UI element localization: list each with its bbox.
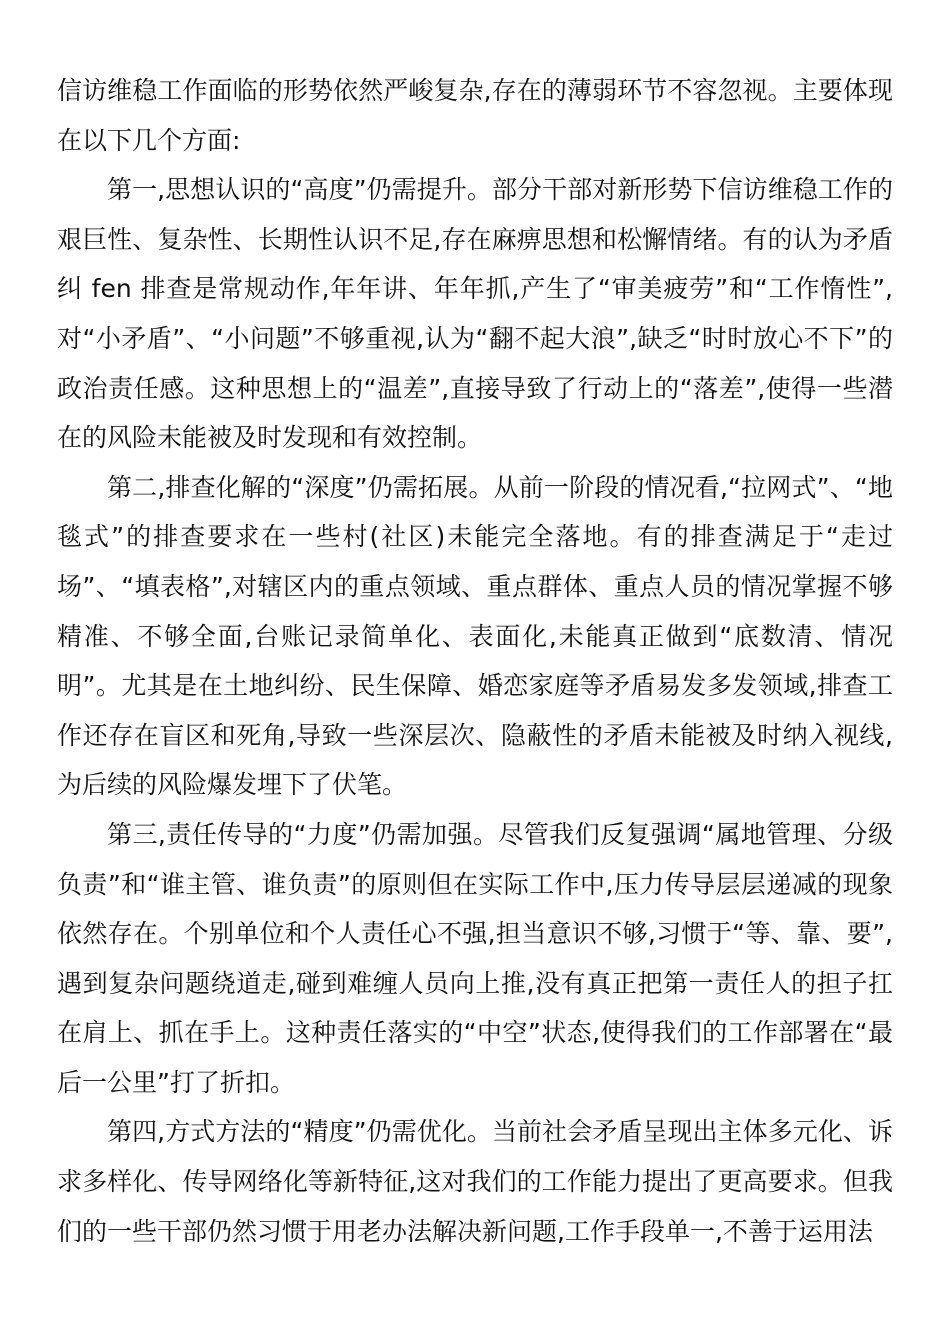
paragraph-intro: 信访维稳工作面临的形势依然严峻复杂,存在的薄弱环节不容忽视。主要体现在以下几个方面: <box>57 76 893 155</box>
paragraph-point-4: 第四,方式方法的“精度”仍需优化。当前社会矛盾呈现出主体多元化、诉求多样化、传导网络化等新特征,这对我们的工作能力提出了更高要求。但我们的一些干部仍然习惯于用老办法解决新问题,工作手段单一,不善于运用法 <box>57 1117 893 1246</box>
paragraph-point-1: 第一,思想认识的“高度”仍需提升。部分干部对新形势下信访维稳工作的艰巨性、复杂性、长期性认识不足,存在麻痹思想和松懈情绪。有的认为矛盾纠 fen 排查是常规动作,年年讲、年年抓,产生了“审美疲劳”和“工作惰性”,对“小矛盾”、“小问题”不够重视,认为“翻不起大浪”,缺乏“时时放心不下”的政治责任感。这种思想上的“温差”,直接导致了行动上的“落差”,使得一些潜在的风险未能被及时发现和有效控制。 <box>57 175 893 453</box>
document-body <box>57 66 893 1256</box>
paragraph-point-3: 第三,责任传导的“力度”仍需加强。尽管我们反复强调“属地管理、分级负责”和“谁主管、谁负责”的原则但在实际工作中,压力传导层层递减的现象依然存在。个别单位和个人责任心不强,担当意识不够,习惯于“等、靠、要”,遇到复杂问题绕道走,碰到难缠人员向上推,没有真正把第一责任人的担子扛在肩上、抓在手上。这种责任落实的“中空”状态,使得我们的工作部署在“最后一公里”打了折扣。 <box>57 819 893 1097</box>
paragraph-point-2: 第二,排查化解的“深度”仍需拓展。从前一阶段的情况看,“拉网式”、“地毯式”的排查要求在一些村(社区)未能完全落地。有的排查满足于“走过场”、“填表格”,对辖区内的重点领域、重点群体、重点人员的情况掌握不够精准、不够全面,台账记录简单化、表面化,未能真正做到“底数清、情况明”。尤其是在土地纠纷、民生保障、婚恋家庭等矛盾易发多发领域,排查工作还存在盲区和死角,导致一些深层次、隐蔽性的矛盾未能被及时纳入视线,为后续的风险爆发埋下了伏笔。 <box>57 472 893 800</box>
